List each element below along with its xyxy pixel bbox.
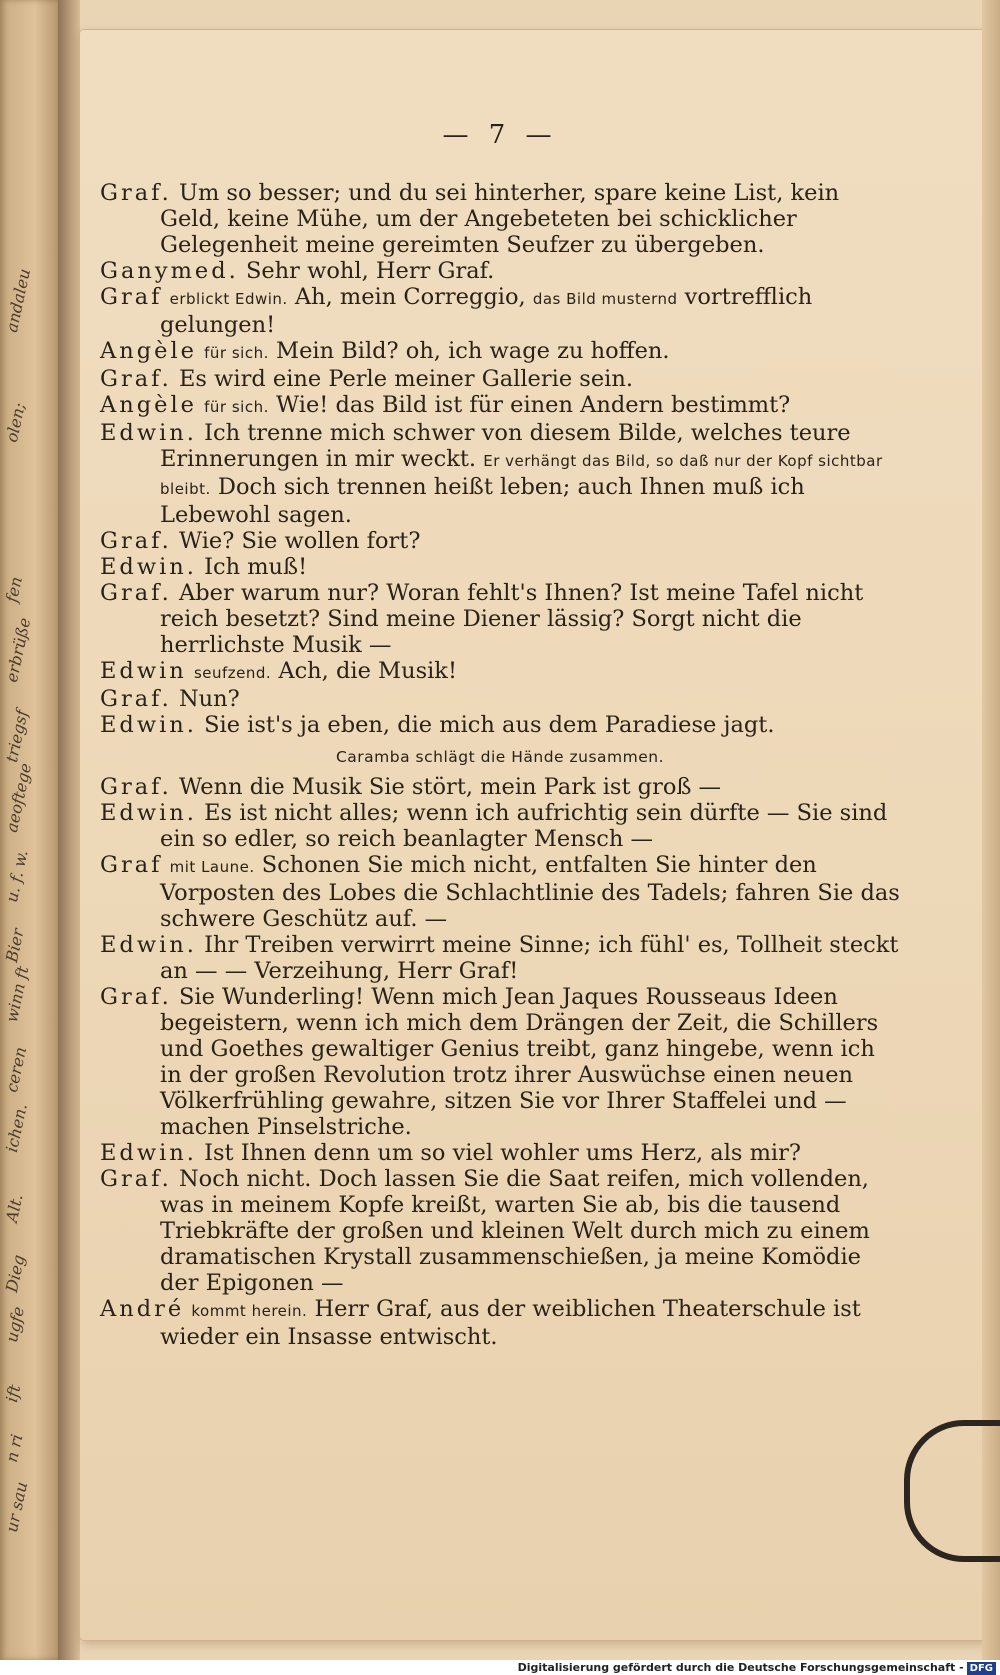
speech-text: Es ist nicht alles; wenn ich aufrichtig sein dürfte — Sie sind ein so edler, so reich beanlagter Mensch —: [160, 800, 888, 852]
speaker-name: Edwin: [100, 658, 187, 684]
left-page-fragment: Dieg: [2, 1253, 29, 1294]
dialogue-line: [100, 554, 900, 580]
dialogue-line: [100, 932, 900, 984]
left-page-fragment: ceren: [2, 1045, 31, 1094]
speaker-name: Graf: [100, 284, 163, 310]
speaker-name: Graf.: [100, 686, 172, 712]
dialogue-block: [100, 774, 900, 1350]
speaker-name: Edwin.: [100, 1140, 197, 1166]
dialogue-line: [100, 686, 900, 712]
speech-text: Um so besser; und du sei hinterher, spare keine List, kein Geld, keine Mühe, um der Angebeteten bei schicklicher Gelegenheit meine gereimten Seufzer zu übergeben.: [160, 180, 840, 258]
speech-text: Nun?: [178, 686, 240, 712]
page-edge: [982, 0, 1000, 1660]
speaker-name: Graf.: [100, 774, 172, 800]
speaker-name: Graf.: [100, 180, 172, 206]
dialogue-line: [100, 528, 900, 554]
stage-direction-inline: erblickt Edwin.: [169, 290, 288, 308]
left-page-fragment: andaleu: [2, 266, 34, 334]
dialogue-block: [100, 180, 900, 738]
speech-text: Wie? Sie wollen fort?: [178, 528, 421, 554]
play-text: [100, 180, 900, 1350]
page-number: — 7 —: [442, 120, 558, 150]
page-clip: [904, 1420, 1000, 1562]
left-page-fragment: ur sau: [2, 1480, 32, 1534]
speaker-name: Graf.: [100, 366, 172, 392]
speech-text: Sie ist's ja eben, die mich aus dem Paradiese jagt.: [204, 712, 775, 738]
left-page-fragment: Alt.: [2, 1192, 27, 1224]
speaker-name: André: [100, 1296, 185, 1322]
speech-text: Ich muß!: [204, 554, 308, 580]
speech-text: Schonen Sie mich nicht, entfalten Sie hinter den Vorposten des Lobes die Schlachtlinie des Tadels; fahren Sie das schwere Geschütz auf. —: [160, 852, 900, 932]
speaker-name: Graf.: [100, 580, 172, 606]
stage-direction-inline: mit Laune.: [169, 858, 255, 876]
dialogue-line: [100, 284, 900, 338]
dialogue-line: [100, 658, 900, 686]
stage-direction-inline: kommt herein.: [191, 1302, 308, 1320]
speaker-name: Angèle: [100, 338, 197, 364]
speaker-name: Graf.: [100, 1166, 172, 1192]
dialogue-line: [100, 774, 900, 800]
stage-direction-inline: das Bild musternd: [532, 290, 678, 308]
dialogue-line: [100, 712, 900, 738]
dialogue-line: [100, 258, 900, 284]
left-page-fragment: ugfe: [2, 1304, 29, 1344]
dialogue-line: [100, 366, 900, 392]
left-page-fragment: erbrüße: [2, 615, 35, 684]
dialogue-line: [100, 852, 900, 932]
speech-text: Noch nicht. Doch lassen Sie die Saat reifen, mich vollenden, was in meinem Kopfe kreißt, warten Sie ab, bis die tausend Triebkräfte der großen und kleinen Welt durch mich zu einem dramatischen Krystall zusammenschießen, ja meine Komödie der Epigonen —: [160, 1166, 870, 1296]
stage-direction: Caramba schlägt die Hände zusammen.: [335, 748, 665, 766]
speaker-name: Ganymed.: [100, 258, 239, 284]
left-page-fragment: winn ft: [2, 964, 33, 1024]
speech-text: Ist Ihnen denn um so viel wohler ums Herz, als mir?: [204, 1140, 801, 1166]
left-page-fragment: triegsf: [2, 708, 32, 764]
stage-direction-inline: seufzend.: [193, 664, 272, 682]
left-page-fragment: olen;: [2, 400, 29, 444]
speech-text: Herr Graf, aus der weiblichen Theaterschule ist wieder ein Insasse entwischt.: [160, 1296, 861, 1350]
dialogue-line: [100, 984, 900, 1140]
speech-text: Doch sich trennen heißt leben; auch Ihnen muß ich Lebewohl sagen.: [160, 474, 805, 528]
dialogue-line: [100, 800, 900, 852]
speaker-name: Edwin.: [100, 420, 197, 446]
speech-text: Ich trenne mich schwer von diesem Bilde, welches teure Erinnerungen in mir weckt.: [160, 420, 851, 472]
left-page-fragment: fen: [2, 574, 26, 604]
stage-direction-inline: für sich.: [204, 398, 269, 416]
dfg-logo: DFG: [967, 1662, 996, 1675]
dialogue-line: [100, 338, 900, 366]
left-page-fragment: n ri: [2, 1432, 27, 1464]
speaker-name: Graf: [100, 852, 163, 878]
speaker-name: Graf.: [100, 528, 172, 554]
speech-text: Sehr wohl, Herr Graf.: [245, 258, 495, 284]
speech-text: Sie Wunderling! Wenn mich Jean Jaques Rousseaus Ideen begeistern, wenn ich mich dem Drängen der Zeit, die Schillers und Goethes gewaltiger Genius treibt, ganz hingebe, wenn ich in der großen Revolution trotz ihrer Auswüchse einen neuen Völkerfrühling gewahre, sitzen Sie vor Ihrer Staffelei und — machen Pinselstriche.: [160, 984, 879, 1140]
speaker-name: Edwin.: [100, 800, 197, 826]
speech-text: Es wird eine Perle meiner Gallerie sein.: [178, 366, 633, 392]
stage-direction-inline: Er verhängt das Bild, so daß nur der Kopf sichtbar bleibt.: [160, 452, 883, 498]
speech-text: Ach, die Musik!: [278, 658, 457, 684]
speech-text: Ah, mein Correggio,: [294, 284, 526, 310]
stage-direction-inline: für sich.: [204, 344, 269, 362]
speaker-name: Edwin.: [100, 712, 197, 738]
left-page-fragment: aeoftege: [2, 761, 36, 834]
speaker-name: Angèle: [100, 392, 197, 418]
dialogue-line: [100, 1140, 900, 1166]
digitization-footer: [0, 1660, 1000, 1675]
speech-text: Wenn die Musik Sie stört, mein Park ist groß —: [178, 774, 722, 800]
footer-text: Digitalisierung gefördert durch die Deutsche Forschungsgemeinschaft -: [517, 1661, 964, 1674]
dialogue-line: [100, 392, 900, 420]
speech-text: Wie! das Bild ist für einen Andern bestimmt?: [276, 392, 791, 418]
dialogue-line: [100, 180, 900, 258]
left-page-fragment: Bier: [2, 926, 28, 964]
left-page-edge: [0, 0, 58, 1660]
speech-text: Mein Bild? oh, ich wage zu hoffen.: [276, 338, 670, 364]
speech-text: Aber warum nur? Woran fehlt's Ihnen? Ist meine Tafel nicht reich besetzt? Sind meine Diener lässig? Sorgt nicht die herrlichste Musik —: [160, 580, 864, 658]
book-gutter: [58, 0, 80, 1660]
speaker-name: Edwin.: [100, 932, 197, 958]
left-page-fragment: ichen.: [2, 1101, 31, 1154]
speech-text: Ihr Treiben verwirrt meine Sinne; ich fühl' es, Tollheit steckt an — — Verzeihung, Herr Graf!: [160, 932, 899, 984]
left-page-fragment: u. f. w.: [2, 848, 32, 904]
dialogue-line: [100, 1166, 900, 1296]
speech-text: vortrefflich gelungen!: [160, 284, 813, 338]
dialogue-line: [100, 580, 900, 658]
dialogue-line: [100, 1296, 900, 1350]
left-page-fragment: ift: [2, 1382, 25, 1404]
dialogue-line: [100, 420, 900, 528]
speaker-name: Graf.: [100, 984, 172, 1010]
speaker-name: Edwin.: [100, 554, 197, 580]
